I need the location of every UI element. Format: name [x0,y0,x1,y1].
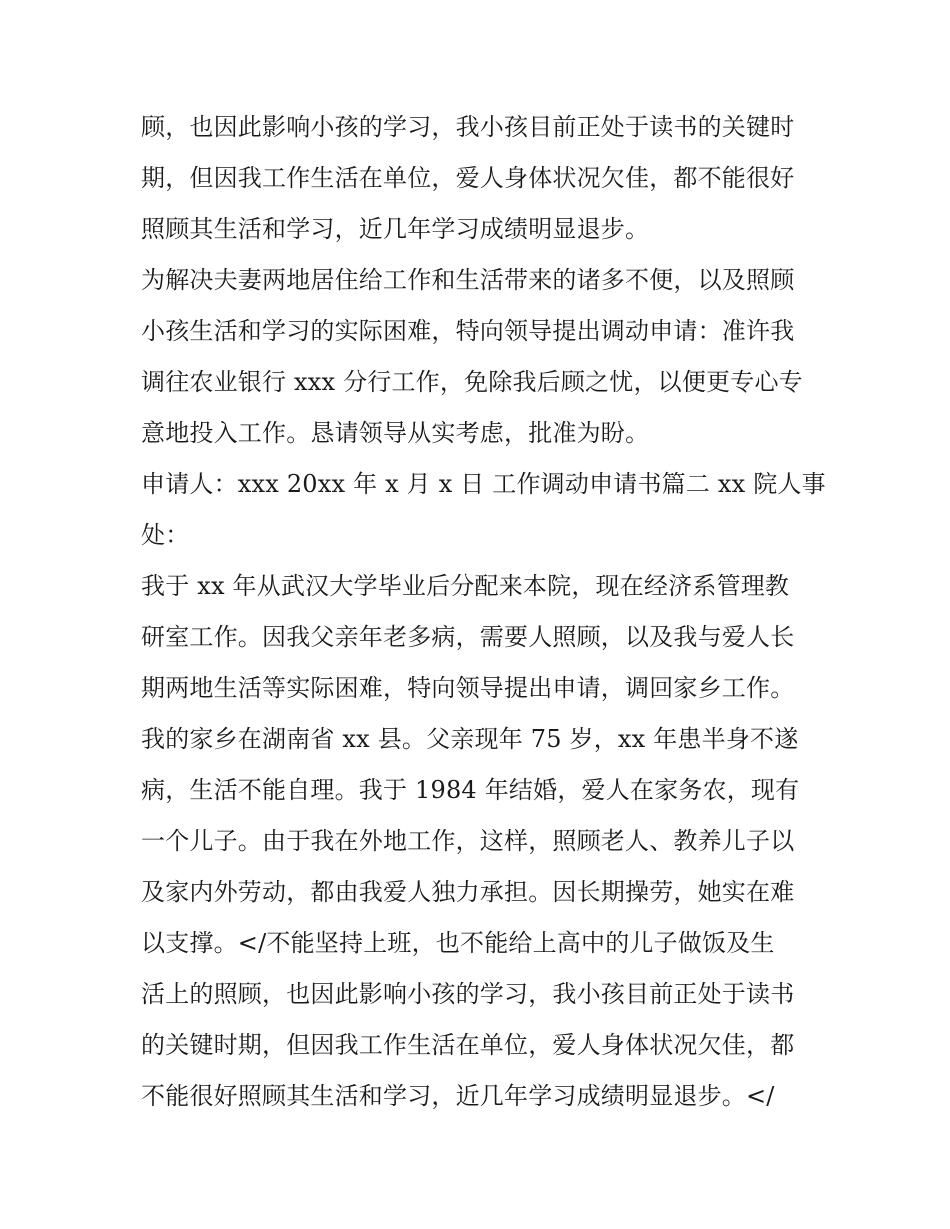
text-line: 我的家乡在湖南省 xx 县。父亲现年 75 岁，xx 年患半身不遂 [141,725,799,753]
text-line: 研室工作。因我父亲年老多病，需要人照顾，以及我与爱人长 [141,623,795,651]
document-body [141,102,826,1122]
text-line: 以支撑。</不能坚持上班，也不能给上高中的儿子做饭及生 [141,929,775,957]
text-line: 调往农业银行 xxx 分行工作，免除我后顾之忧，以便更专心专 [141,368,803,396]
text-line: 我于 xx 年从武汉大学毕业后分配来本院，现在经济系管理教 [141,572,790,600]
text-line: 照顾其生活和学习，近几年学习成绩明显退步。 [141,215,650,243]
text-line: 一个儿子。由于我在外地工作，这样，照顾老人、教养儿子以 [141,827,795,855]
text-line: 及家内外劳动，都由我爱人独力承担。因长期操劳，她实在难 [141,878,795,906]
text-line: 病，生活不能自理。我于 1984 年结婚，爱人在家务农，现有 [141,776,800,804]
text-line: 顾，也因此影响小孩的学习，我小孩目前正处于读书的关键时 [141,113,795,141]
text-line: 期两地生活等实际困难，特向领导提出申请，调回家乡工作。 [141,674,795,702]
text-line: 的关键时期，但因我工作生活在单位，爱人身体状况欠佳，都 [141,1031,795,1059]
text-line: 为解决夫妻两地居住给工作和生活带来的诸多不便，以及照顾 [141,266,795,294]
text-line: 不能很好照顾其生活和学习，近几年学习成绩明显退步。</ [141,1082,775,1110]
text-line: 期，但因我工作生活在单位，爱人身体状况欠佳，都不能很好 [141,164,795,192]
text-line: 申请人：xxx 20xx 年 x 月 x 日 工作调动申请书篇二 xx 院人事 [141,470,826,498]
text-line: 活上的照顾，也因此影响小孩的学习，我小孩目前正处于读书 [141,980,795,1008]
text-line: 小孩生活和学习的实际困难，特向领导提出调动申请：准许我 [141,317,795,345]
text-line: 意地投入工作。恳请领导从实考虑，批准为盼。 [141,419,650,447]
text-line: 处： [141,521,190,549]
